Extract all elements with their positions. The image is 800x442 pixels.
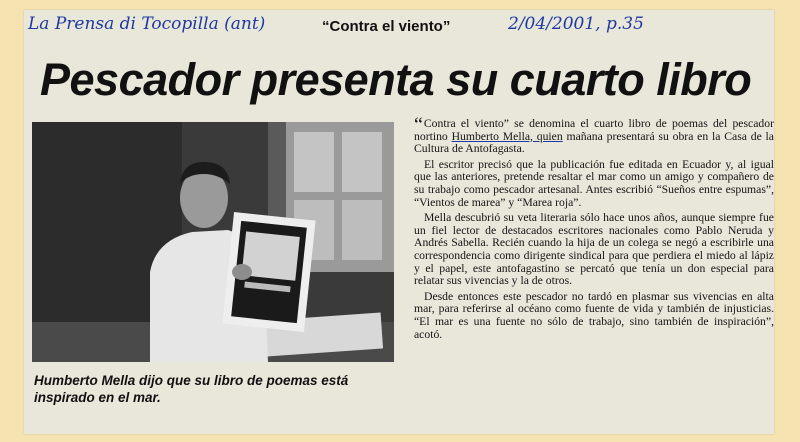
handwritten-date-note: 2/04/2001, p.35 (508, 14, 644, 34)
article-paragraph: “Contra el viento” se denomina el cuarto libro de poemas del pescador nortino Humberto Mella, quien mañana presentará su obra en la Casa de la Cultura de Antofagasta. (414, 114, 774, 156)
opening-quote: “ (414, 114, 423, 136)
article-paragraph: Mella descubrió su veta literaria sólo hace unos años, aunque siempre fue un fiel lector de destacados escritores nacionales como Pablo Neruda y Andrés Sabella. Recién cuando la hija de un colega se negó a escribirle una correspondencia como dirigente sindical para que perdiera el miedo al lápiz y el papel, este antofagastino se percató que tenía un don especial para relatar sus vivencias y la de otros. (414, 211, 774, 288)
article-paragraph: Desde entonces este pescador no tardó en plasmar sus vivencias en alta mar, para referirse al océano como fuente de vida y también de injusticias. “El mar es una fuente no sólo de trabajo, sino también de inspiración”, acotó. (414, 289, 774, 341)
headline: Pescador presenta su cuarto libro (40, 54, 752, 105)
article-kicker: “Contra el viento” (322, 18, 451, 35)
newspaper-clipping (24, 10, 774, 434)
author-photo (32, 122, 394, 362)
handwritten-source-note: La Prensa di Tocopilla (ant) (28, 14, 266, 34)
photo-caption: Humberto Mella dijo que su libro de poemas está inspirado en el mar. (34, 373, 349, 405)
underlined-name: Humberto Mella, quien (451, 129, 563, 143)
article-body (414, 114, 774, 344)
article-paragraph: El escritor precisó que la publicación fue editada en Ecuador y, al igual que las anteriores, pretende resaltar el mar como un amigo y compañero de su trabajo como pescador artesanal. Antes escribió “Sueños entre espumas”, “Vientos de marea” y “Marea roja”. (414, 157, 774, 209)
